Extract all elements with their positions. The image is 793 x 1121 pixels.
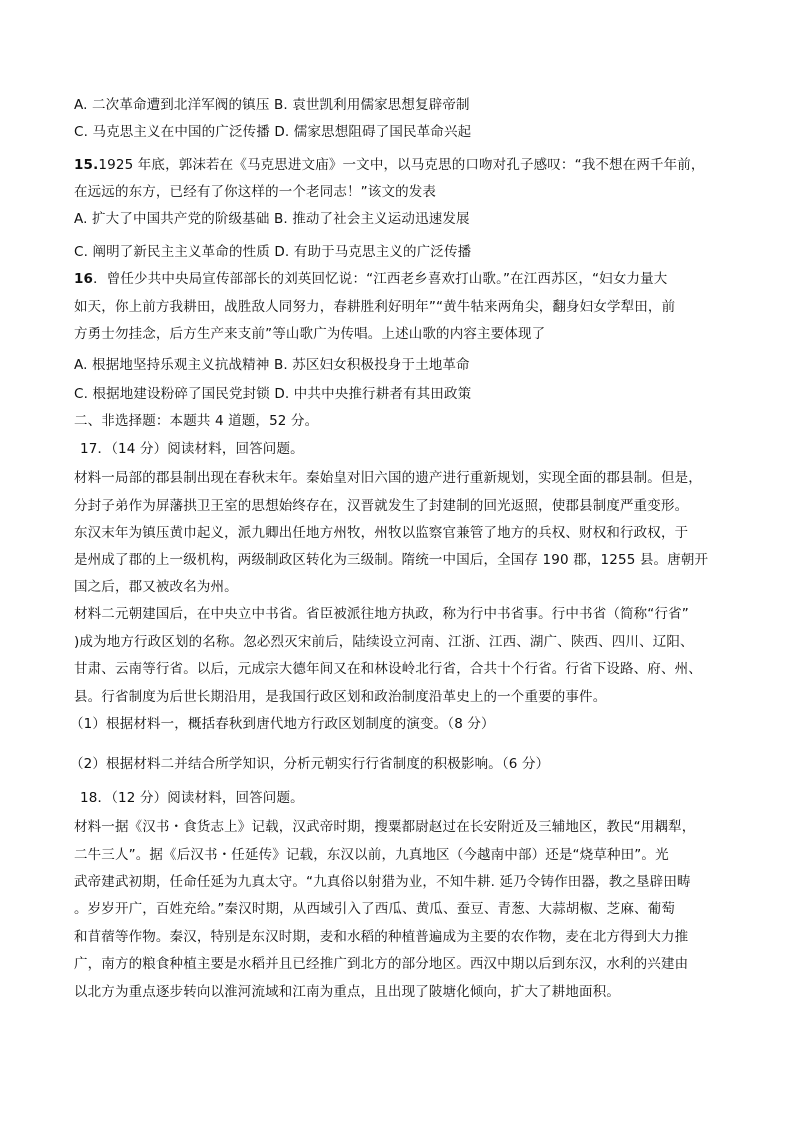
q16-stem-line-3: 方勇士勿挂念，后方生产来支前”等山歌广为传唱。上述山歌的内容主要体现了: [74, 326, 546, 342]
q18-material-line-1: 材料一据《汉书・食货志上》记载，汉武帝时期，搜粟都尉赵过在长安附近及三辅地区，教民“用耦犁，: [74, 819, 696, 835]
section-2-heading: 二、非选择题：本题共 4 道题，52 分。: [74, 413, 319, 429]
q14-options-row-2: [74, 123, 471, 141]
q17-material-2-line-4: 县。行省制度为后世长期沿用，是我国行政区划和政治制度沿革史上的一个重要的事件。: [74, 689, 607, 705]
q18-material-line-7: 以北方为重点逐步转向以淮河流域和江南为重点，且出现了陂塘化倾向，扩大了耕地面积。: [74, 984, 620, 1000]
q17-material-1-line-1: 材料一局部的郡县制出现在春秋末年。秦始皇对旧六国的遗产进行重新规划，实现全面的郡县制。但是，: [74, 470, 702, 486]
q16-stem-line-2: 如天，你上前方我耕田，战胜敌人同努力，春耕胜利好明年”“黄牛牯来两角尖，翻身妇女学犁田，前: [74, 299, 676, 315]
q16-option-a: A. 根据地坚持乐观主义抗战精神: [74, 357, 270, 373]
q14-option-b: B. 袁世凯利用儒家思想复辟帝制: [273, 97, 470, 113]
q18-material-line-4: 。岁岁开广，百姓充给。”秦汉时期，从西域引入了西瓜、黄瓜、蚕豆、青葱、大蒜胡椒、芝麻、葡萄: [74, 901, 675, 917]
q15-options-row-1: [74, 210, 470, 228]
q16-number: 16: [74, 271, 94, 287]
q17-header: 17．（14 分）阅读材料，回答问题。: [80, 441, 304, 457]
q15-stem-line-2: 在远远的东方，已经有了你这样的一个老同志！”该文的发表: [74, 184, 437, 200]
q17-material-2-line-2: )成为地方行政区划的名称。忽必烈灭宋前后，陆续设立河南、江浙、江西、湖广、陕西、四川、辽阳、: [74, 634, 694, 650]
q18-material-line-2: 二牛三人”。据《后汉书・任延传》记载，东汉以前，九真地区（今越南中部）还是“烧草种田”。光: [74, 847, 669, 863]
q17-material-1-line-5: 国之后，郡又被改名为州。: [74, 579, 238, 595]
q15-options-row-2: [74, 243, 471, 261]
q16-option-d: D. 中共中央推行耕者有其田政策: [274, 386, 472, 402]
q17-material-1-line-4: 是州成了郡的上一级机构，两级制政区转化为三级制。隋统一中国后，全国存 190 郡，1255 县。唐朝开: [74, 552, 709, 568]
q16-stem-line-1: [74, 270, 667, 288]
q16-options-row-1: [74, 356, 470, 374]
q17-material-2-line-1: 材料二元朝建国后，在中央立中书省。省臣被派往地方执政，称为行中书省事。行中书省（简称“行省”: [74, 606, 689, 622]
q16-stem-text-1: ．曾任少共中央局宣传部部长的刘英回忆说：“江西老乡喜欢打山歌。”在江西苏区，“妇女力量大: [93, 271, 668, 287]
q15-option-b: B. 推动了社会主义运动迅速发展: [273, 211, 470, 227]
q15-number: 15.: [74, 157, 99, 173]
q15-stem-line-1: [74, 156, 705, 174]
q18-header: 18．（12 分）阅读材料，回答问题。: [80, 790, 304, 806]
q14-option-a: A. 二次革命遭到北洋军阀的镇压: [74, 97, 270, 113]
q16-options-row-2: [74, 385, 471, 403]
q17-subquestion-2: （2）根据材料二并结合所学知识，分析元朝实行行省制度的积极影响。（6 分）: [70, 756, 550, 772]
q14-options-row-1: [74, 96, 470, 114]
q16-option-c: C. 根据地建设粉碎了国民党封锁: [74, 386, 270, 402]
q17-material-1-line-2: 分封子弟作为屏藩拱卫王室的思想始终存在，汉晋就发生了封建制的回光返照，使郡县制度严重变形。: [74, 498, 689, 514]
q14-option-d: D. 儒家思想阻碍了国民革命兴起: [274, 124, 472, 140]
q16-option-b: B. 苏区妇女积极投身于土地革命: [273, 357, 470, 373]
q17-material-2-line-3: 甘肃、云南等行省。以后，元成宗大德年间又在和林设岭北行省，合共十个行省。行省下设路、府、州、: [74, 661, 702, 677]
q17-subquestion-1: （1）根据材料一，概括春秋到唐代地方行政区划制度的演变。（8 分）: [70, 716, 495, 732]
q18-material-line-6: 广，南方的粮食种植主要是水稻并且已经推广到北方的部分地区。西汉中期以后到东汉，水利的兴建由: [74, 956, 689, 972]
q17-material-1-line-3: 东汉末年为镇压黄巾起义，派九卿出任地方州牧，州牧以监察官兼管了地方的兵权、财权和行政权，于: [74, 525, 689, 541]
q18-material-line-5: 和苜蓿等作物。秦汉，特别是东汉时期，麦和水稻的种植普遍成为主要的农作物，麦在北方得到大力推: [74, 929, 689, 945]
q14-option-c: C. 马克思主义在中国的广泛传播: [74, 124, 270, 140]
q18-material-line-3: 武帝建武初期，任命任延为九真太守。“九真俗以射猎为业，不知牛耕. 延乃令铸作田器，教之垦辟田畴: [74, 874, 691, 890]
q15-option-a: A. 扩大了中国共产党的阶级基础: [74, 211, 270, 227]
q15-option-c: C. 阐明了新民主主义革命的性质: [74, 244, 270, 260]
q15-stem-text-1: 1925 年底，郭沫若在《马克思进文庙》一文中，以马克思的口吻对孔子感叹：“我不想在两千年前，: [98, 157, 705, 173]
q15-option-d: D. 有助于马克思主义的广泛传播: [274, 244, 472, 260]
